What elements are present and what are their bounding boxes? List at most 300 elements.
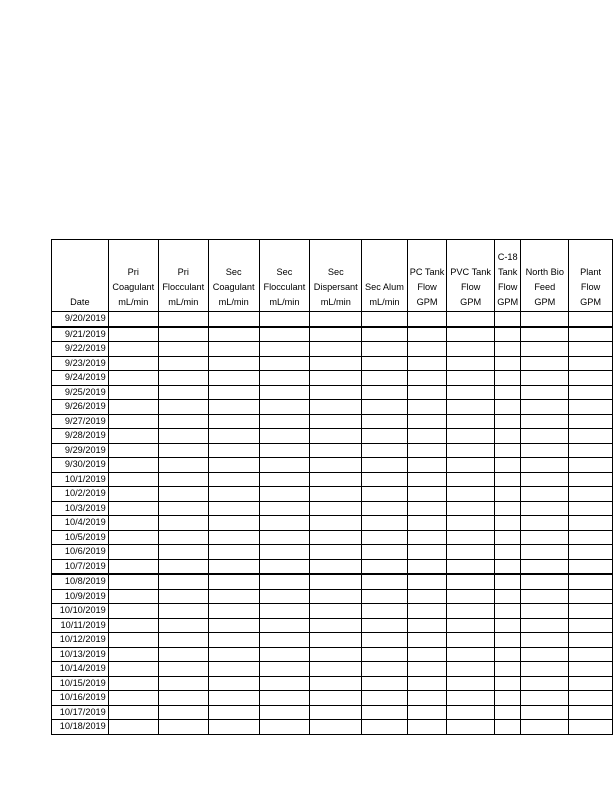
entry-cell[interactable] — [447, 414, 494, 429]
entry-cell[interactable] — [407, 705, 447, 720]
entry-cell[interactable] — [407, 429, 447, 444]
entry-cell[interactable] — [569, 487, 613, 502]
entry-cell[interactable] — [494, 516, 521, 531]
entry-cell[interactable] — [407, 342, 447, 357]
entry-cell[interactable] — [362, 371, 407, 386]
entry-cell[interactable] — [310, 604, 362, 619]
entry-cell[interactable] — [158, 647, 208, 662]
entry-cell[interactable] — [362, 356, 407, 371]
entry-cell[interactable] — [447, 516, 494, 531]
entry-cell[interactable] — [447, 720, 494, 735]
entry-cell[interactable] — [407, 472, 447, 487]
entry-cell[interactable] — [521, 604, 569, 619]
entry-cell[interactable] — [310, 618, 362, 633]
entry-cell[interactable] — [259, 356, 310, 371]
entry-cell[interactable] — [158, 472, 208, 487]
entry-cell[interactable] — [521, 327, 569, 342]
entry-cell[interactable] — [447, 371, 494, 386]
entry-cell[interactable] — [447, 589, 494, 604]
entry-cell[interactable] — [208, 589, 259, 604]
entry-cell[interactable] — [407, 327, 447, 342]
entry-cell[interactable] — [208, 662, 259, 677]
entry-cell[interactable] — [208, 501, 259, 516]
entry-cell[interactable] — [494, 691, 521, 706]
entry-cell[interactable] — [259, 487, 310, 502]
entry-cell[interactable] — [310, 720, 362, 735]
entry-cell[interactable] — [310, 530, 362, 545]
entry-cell[interactable] — [447, 705, 494, 720]
entry-cell[interactable] — [521, 676, 569, 691]
entry-cell[interactable] — [521, 618, 569, 633]
entry-cell[interactable] — [494, 589, 521, 604]
entry-cell[interactable] — [362, 530, 407, 545]
entry-cell[interactable] — [208, 618, 259, 633]
entry-cell[interactable] — [494, 458, 521, 473]
entry-cell[interactable] — [208, 487, 259, 502]
entry-cell[interactable] — [208, 472, 259, 487]
entry-cell[interactable] — [108, 385, 158, 400]
entry-cell[interactable] — [569, 633, 613, 648]
entry-cell[interactable] — [494, 371, 521, 386]
entry-cell[interactable] — [259, 720, 310, 735]
entry-cell[interactable] — [407, 371, 447, 386]
entry-cell[interactable] — [310, 342, 362, 357]
entry-cell[interactable] — [208, 312, 259, 327]
entry-cell[interactable] — [158, 356, 208, 371]
entry-cell[interactable] — [362, 429, 407, 444]
entry-cell[interactable] — [521, 720, 569, 735]
entry-cell[interactable] — [447, 458, 494, 473]
entry-cell[interactable] — [447, 487, 494, 502]
entry-cell[interactable] — [521, 472, 569, 487]
entry-cell[interactable] — [310, 559, 362, 574]
entry-cell[interactable] — [521, 385, 569, 400]
entry-cell[interactable] — [521, 530, 569, 545]
entry-cell[interactable] — [447, 545, 494, 560]
entry-cell[interactable] — [494, 356, 521, 371]
entry-cell[interactable] — [521, 487, 569, 502]
entry-cell[interactable] — [521, 574, 569, 589]
entry-cell[interactable] — [447, 604, 494, 619]
entry-cell[interactable] — [494, 327, 521, 342]
entry-cell[interactable] — [158, 559, 208, 574]
entry-cell[interactable] — [494, 705, 521, 720]
entry-cell[interactable] — [407, 618, 447, 633]
entry-cell[interactable] — [208, 530, 259, 545]
entry-cell[interactable] — [108, 342, 158, 357]
entry-cell[interactable] — [521, 647, 569, 662]
entry-cell[interactable] — [569, 589, 613, 604]
entry-cell[interactable] — [569, 414, 613, 429]
entry-cell[interactable] — [569, 501, 613, 516]
entry-cell[interactable] — [310, 633, 362, 648]
entry-cell[interactable] — [494, 647, 521, 662]
entry-cell[interactable] — [569, 530, 613, 545]
entry-cell[interactable] — [362, 604, 407, 619]
entry-cell[interactable] — [521, 342, 569, 357]
entry-cell[interactable] — [362, 691, 407, 706]
entry-cell[interactable] — [521, 458, 569, 473]
entry-cell[interactable] — [310, 589, 362, 604]
entry-cell[interactable] — [569, 327, 613, 342]
entry-cell[interactable] — [521, 400, 569, 415]
entry-cell[interactable] — [447, 312, 494, 327]
entry-cell[interactable] — [407, 501, 447, 516]
entry-cell[interactable] — [494, 618, 521, 633]
entry-cell[interactable] — [447, 662, 494, 677]
entry-cell[interactable] — [569, 472, 613, 487]
entry-cell[interactable] — [494, 312, 521, 327]
entry-cell[interactable] — [108, 604, 158, 619]
entry-cell[interactable] — [310, 676, 362, 691]
entry-cell[interactable] — [494, 720, 521, 735]
entry-cell[interactable] — [259, 559, 310, 574]
entry-cell[interactable] — [521, 705, 569, 720]
entry-cell[interactable] — [310, 385, 362, 400]
entry-cell[interactable] — [569, 604, 613, 619]
entry-cell[interactable] — [208, 327, 259, 342]
entry-cell[interactable] — [447, 385, 494, 400]
entry-cell[interactable] — [208, 574, 259, 589]
entry-cell[interactable] — [407, 633, 447, 648]
entry-cell[interactable] — [310, 400, 362, 415]
entry-cell[interactable] — [259, 618, 310, 633]
entry-cell[interactable] — [158, 516, 208, 531]
entry-cell[interactable] — [407, 559, 447, 574]
entry-cell[interactable] — [362, 458, 407, 473]
entry-cell[interactable] — [407, 720, 447, 735]
entry-cell[interactable] — [569, 574, 613, 589]
entry-cell[interactable] — [362, 342, 407, 357]
entry-cell[interactable] — [362, 516, 407, 531]
entry-cell[interactable] — [447, 574, 494, 589]
entry-cell[interactable] — [310, 443, 362, 458]
entry-cell[interactable] — [494, 414, 521, 429]
entry-cell[interactable] — [158, 618, 208, 633]
entry-cell[interactable] — [310, 356, 362, 371]
entry-cell[interactable] — [407, 385, 447, 400]
entry-cell[interactable] — [447, 400, 494, 415]
entry-cell[interactable] — [494, 472, 521, 487]
entry-cell[interactable] — [407, 691, 447, 706]
entry-cell[interactable] — [108, 327, 158, 342]
entry-cell[interactable] — [362, 501, 407, 516]
entry-cell[interactable] — [158, 705, 208, 720]
entry-cell[interactable] — [108, 487, 158, 502]
entry-cell[interactable] — [208, 371, 259, 386]
entry-cell[interactable] — [158, 312, 208, 327]
entry-cell[interactable] — [158, 530, 208, 545]
entry-cell[interactable] — [208, 705, 259, 720]
entry-cell[interactable] — [521, 691, 569, 706]
entry-cell[interactable] — [569, 443, 613, 458]
entry-cell[interactable] — [158, 443, 208, 458]
entry-cell[interactable] — [521, 429, 569, 444]
entry-cell[interactable] — [521, 371, 569, 386]
entry-cell[interactable] — [158, 589, 208, 604]
entry-cell[interactable] — [494, 342, 521, 357]
entry-cell[interactable] — [407, 414, 447, 429]
entry-cell[interactable] — [362, 443, 407, 458]
entry-cell[interactable] — [494, 574, 521, 589]
entry-cell[interactable] — [259, 327, 310, 342]
entry-cell[interactable] — [494, 385, 521, 400]
entry-cell[interactable] — [521, 356, 569, 371]
entry-cell[interactable] — [310, 647, 362, 662]
entry-cell[interactable] — [494, 662, 521, 677]
entry-cell[interactable] — [521, 545, 569, 560]
entry-cell[interactable] — [447, 443, 494, 458]
entry-cell[interactable] — [158, 676, 208, 691]
entry-cell[interactable] — [310, 458, 362, 473]
entry-cell[interactable] — [108, 516, 158, 531]
entry-cell[interactable] — [494, 501, 521, 516]
entry-cell[interactable] — [108, 545, 158, 560]
entry-cell[interactable] — [407, 443, 447, 458]
entry-cell[interactable] — [569, 429, 613, 444]
entry-cell[interactable] — [108, 618, 158, 633]
entry-cell[interactable] — [447, 327, 494, 342]
entry-cell[interactable] — [569, 516, 613, 531]
entry-cell[interactable] — [158, 371, 208, 386]
entry-cell[interactable] — [108, 356, 158, 371]
entry-cell[interactable] — [208, 400, 259, 415]
entry-cell[interactable] — [362, 559, 407, 574]
entry-cell[interactable] — [310, 414, 362, 429]
entry-cell[interactable] — [569, 371, 613, 386]
entry-cell[interactable] — [362, 472, 407, 487]
entry-cell[interactable] — [569, 385, 613, 400]
entry-cell[interactable] — [259, 342, 310, 357]
entry-cell[interactable] — [259, 574, 310, 589]
entry-cell[interactable] — [158, 574, 208, 589]
entry-cell[interactable] — [259, 647, 310, 662]
entry-cell[interactable] — [259, 443, 310, 458]
entry-cell[interactable] — [259, 676, 310, 691]
entry-cell[interactable] — [158, 501, 208, 516]
entry-cell[interactable] — [208, 385, 259, 400]
entry-cell[interactable] — [208, 443, 259, 458]
entry-cell[interactable] — [158, 327, 208, 342]
entry-cell[interactable] — [362, 414, 407, 429]
entry-cell[interactable] — [569, 400, 613, 415]
entry-cell[interactable] — [407, 574, 447, 589]
entry-cell[interactable] — [569, 356, 613, 371]
entry-cell[interactable] — [521, 589, 569, 604]
entry-cell[interactable] — [108, 589, 158, 604]
entry-cell[interactable] — [362, 574, 407, 589]
entry-cell[interactable] — [407, 356, 447, 371]
entry-cell[interactable] — [158, 429, 208, 444]
entry-cell[interactable] — [569, 705, 613, 720]
entry-cell[interactable] — [208, 604, 259, 619]
entry-cell[interactable] — [208, 647, 259, 662]
entry-cell[interactable] — [569, 458, 613, 473]
entry-cell[interactable] — [259, 429, 310, 444]
entry-cell[interactable] — [310, 472, 362, 487]
entry-cell[interactable] — [259, 472, 310, 487]
entry-cell[interactable] — [494, 633, 521, 648]
entry-cell[interactable] — [310, 371, 362, 386]
entry-cell[interactable] — [569, 342, 613, 357]
entry-cell[interactable] — [208, 676, 259, 691]
entry-cell[interactable] — [494, 559, 521, 574]
entry-cell[interactable] — [259, 414, 310, 429]
entry-cell[interactable] — [208, 516, 259, 531]
entry-cell[interactable] — [447, 691, 494, 706]
entry-cell[interactable] — [521, 559, 569, 574]
entry-cell[interactable] — [569, 312, 613, 327]
entry-cell[interactable] — [521, 414, 569, 429]
entry-cell[interactable] — [158, 604, 208, 619]
entry-cell[interactable] — [407, 604, 447, 619]
entry-cell[interactable] — [521, 516, 569, 531]
entry-cell[interactable] — [108, 458, 158, 473]
entry-cell[interactable] — [259, 516, 310, 531]
entry-cell[interactable] — [158, 385, 208, 400]
entry-cell[interactable] — [108, 705, 158, 720]
entry-cell[interactable] — [447, 501, 494, 516]
entry-cell[interactable] — [208, 342, 259, 357]
entry-cell[interactable] — [208, 458, 259, 473]
entry-cell[interactable] — [108, 501, 158, 516]
entry-cell[interactable] — [407, 487, 447, 502]
entry-cell[interactable] — [310, 691, 362, 706]
entry-cell[interactable] — [407, 312, 447, 327]
entry-cell[interactable] — [362, 545, 407, 560]
entry-cell[interactable] — [569, 559, 613, 574]
entry-cell[interactable] — [208, 429, 259, 444]
entry-cell[interactable] — [521, 501, 569, 516]
entry-cell[interactable] — [310, 501, 362, 516]
entry-cell[interactable] — [362, 487, 407, 502]
entry-cell[interactable] — [407, 458, 447, 473]
entry-cell[interactable] — [310, 516, 362, 531]
entry-cell[interactable] — [362, 662, 407, 677]
entry-cell[interactable] — [158, 458, 208, 473]
entry-cell[interactable] — [108, 574, 158, 589]
entry-cell[interactable] — [447, 618, 494, 633]
entry-cell[interactable] — [407, 647, 447, 662]
entry-cell[interactable] — [259, 371, 310, 386]
entry-cell[interactable] — [208, 691, 259, 706]
entry-cell[interactable] — [569, 676, 613, 691]
entry-cell[interactable] — [569, 720, 613, 735]
entry-cell[interactable] — [310, 662, 362, 677]
entry-cell[interactable] — [521, 312, 569, 327]
entry-cell[interactable] — [310, 705, 362, 720]
entry-cell[interactable] — [447, 647, 494, 662]
entry-cell[interactable] — [310, 312, 362, 327]
entry-cell[interactable] — [494, 676, 521, 691]
entry-cell[interactable] — [362, 676, 407, 691]
entry-cell[interactable] — [108, 312, 158, 327]
entry-cell[interactable] — [310, 429, 362, 444]
entry-cell[interactable] — [108, 559, 158, 574]
entry-cell[interactable] — [158, 342, 208, 357]
entry-cell[interactable] — [362, 618, 407, 633]
entry-cell[interactable] — [494, 429, 521, 444]
entry-cell[interactable] — [259, 545, 310, 560]
entry-cell[interactable] — [108, 691, 158, 706]
entry-cell[interactable] — [521, 633, 569, 648]
entry-cell[interactable] — [259, 501, 310, 516]
entry-cell[interactable] — [494, 545, 521, 560]
entry-cell[interactable] — [208, 720, 259, 735]
entry-cell[interactable] — [158, 487, 208, 502]
entry-cell[interactable] — [447, 429, 494, 444]
entry-cell[interactable] — [494, 487, 521, 502]
entry-cell[interactable] — [362, 400, 407, 415]
entry-cell[interactable] — [447, 633, 494, 648]
entry-cell[interactable] — [362, 385, 407, 400]
entry-cell[interactable] — [569, 545, 613, 560]
entry-cell[interactable] — [521, 443, 569, 458]
entry-cell[interactable] — [569, 691, 613, 706]
entry-cell[interactable] — [158, 400, 208, 415]
entry-cell[interactable] — [362, 312, 407, 327]
entry-cell[interactable] — [407, 662, 447, 677]
entry-cell[interactable] — [447, 530, 494, 545]
entry-cell[interactable] — [259, 385, 310, 400]
entry-cell[interactable] — [362, 589, 407, 604]
entry-cell[interactable] — [407, 400, 447, 415]
entry-cell[interactable] — [494, 604, 521, 619]
entry-cell[interactable] — [362, 647, 407, 662]
entry-cell[interactable] — [569, 618, 613, 633]
entry-cell[interactable] — [362, 705, 407, 720]
entry-cell[interactable] — [259, 633, 310, 648]
entry-cell[interactable] — [108, 530, 158, 545]
entry-cell[interactable] — [259, 662, 310, 677]
entry-cell[interactable] — [407, 676, 447, 691]
entry-cell[interactable] — [259, 604, 310, 619]
entry-cell[interactable] — [447, 342, 494, 357]
entry-cell[interactable] — [447, 472, 494, 487]
entry-cell[interactable] — [494, 400, 521, 415]
entry-cell[interactable] — [208, 356, 259, 371]
entry-cell[interactable] — [362, 633, 407, 648]
entry-cell[interactable] — [208, 559, 259, 574]
entry-cell[interactable] — [108, 371, 158, 386]
entry-cell[interactable] — [108, 720, 158, 735]
entry-cell[interactable] — [259, 589, 310, 604]
entry-cell[interactable] — [158, 545, 208, 560]
entry-cell[interactable] — [310, 487, 362, 502]
entry-cell[interactable] — [208, 414, 259, 429]
entry-cell[interactable] — [310, 574, 362, 589]
entry-cell[interactable] — [310, 327, 362, 342]
entry-cell[interactable] — [259, 400, 310, 415]
entry-cell[interactable] — [108, 400, 158, 415]
entry-cell[interactable] — [259, 312, 310, 327]
entry-cell[interactable] — [494, 530, 521, 545]
entry-cell[interactable] — [407, 589, 447, 604]
entry-cell[interactable] — [569, 662, 613, 677]
entry-cell[interactable] — [407, 545, 447, 560]
entry-cell[interactable] — [158, 414, 208, 429]
entry-cell[interactable] — [310, 545, 362, 560]
entry-cell[interactable] — [259, 458, 310, 473]
entry-cell[interactable] — [108, 429, 158, 444]
entry-cell[interactable] — [494, 443, 521, 458]
entry-cell[interactable] — [108, 443, 158, 458]
entry-cell[interactable] — [158, 720, 208, 735]
entry-cell[interactable] — [569, 647, 613, 662]
entry-cell[interactable] — [208, 633, 259, 648]
entry-cell[interactable] — [362, 327, 407, 342]
entry-cell[interactable] — [259, 530, 310, 545]
